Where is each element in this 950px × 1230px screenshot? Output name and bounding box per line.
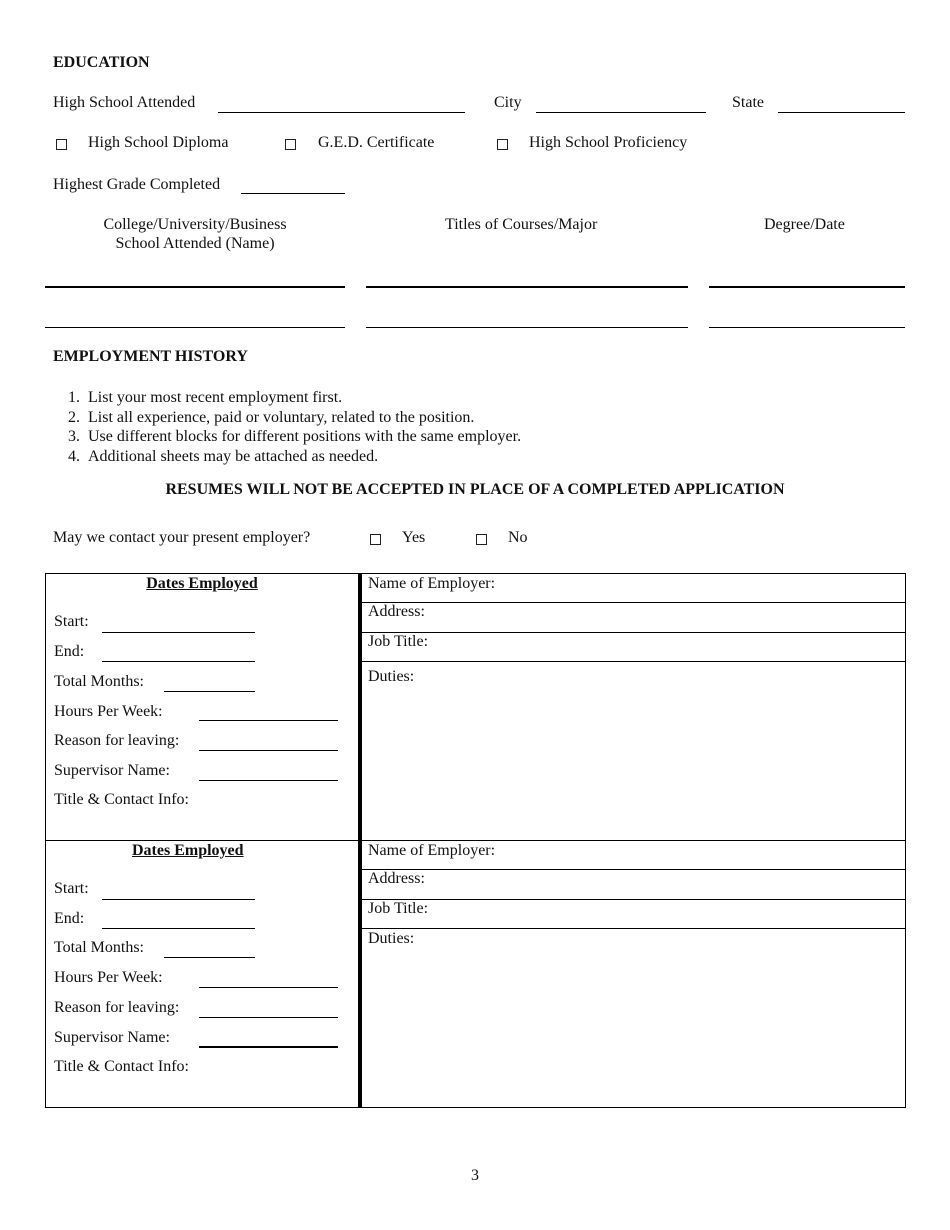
total-months-label: Total Months:	[54, 939, 144, 956]
contact-question: May we contact your present employer?	[53, 529, 311, 546]
dates-employed-title: Dates Employed	[132, 842, 244, 859]
supervisor-name-label: Supervisor Name:	[54, 762, 170, 779]
total-months-label: Total Months:	[54, 673, 144, 690]
reason-for-leaving-label: Reason for leaving:	[54, 999, 180, 1016]
degree-input-2[interactable]	[709, 327, 905, 328]
start-label: Start:	[54, 613, 89, 630]
college-header-line1: College/University/Business	[103, 216, 287, 233]
degree-input-1[interactable]	[709, 286, 905, 288]
supervisor-name-input[interactable]	[199, 1046, 338, 1048]
instruction-item: 2. List all experience, paid or voluntary, related to the position.	[68, 408, 475, 426]
title-contact-label: Title & Contact Info:	[54, 1058, 189, 1075]
employment-table	[45, 573, 906, 1108]
high-school-diploma-label: High School Diploma	[88, 134, 229, 151]
state-label: State	[732, 94, 764, 111]
supervisor-name-input[interactable]	[199, 780, 338, 781]
instructions-list	[53, 388, 521, 466]
degree-column-header: Degree/Date	[764, 216, 845, 233]
address-label: Address:	[368, 870, 425, 887]
address-row[interactable]	[362, 603, 905, 633]
highest-grade-label: Highest Grade Completed	[53, 176, 221, 193]
start-input[interactable]	[102, 899, 255, 900]
duties-label: Duties:	[368, 930, 415, 947]
employer-panel	[362, 841, 905, 1107]
end-label: End:	[54, 643, 85, 660]
high-school-diploma-checkbox[interactable]	[56, 139, 67, 150]
employer-name-label: Name of Employer:	[368, 575, 496, 592]
job-title-row[interactable]	[362, 900, 905, 929]
job-title-label: Job Title:	[368, 900, 429, 917]
start-label: Start:	[54, 880, 89, 897]
end-input[interactable]	[102, 928, 255, 929]
reason-for-leaving-label: Reason for leaving:	[54, 732, 180, 749]
start-input[interactable]	[102, 632, 255, 633]
employment-block-2	[46, 841, 905, 1107]
employment-heading: EMPLOYMENT HISTORY	[53, 348, 248, 365]
page-number: 3	[471, 1167, 479, 1184]
education-heading: EDUCATION	[53, 54, 150, 71]
address-label: Address:	[368, 603, 425, 620]
hours-per-week-input[interactable]	[199, 720, 338, 721]
instruction-item: 4. Additional sheets may be attached as needed.	[68, 447, 379, 465]
high-school-label: High School Attended	[53, 94, 196, 111]
hours-per-week-input[interactable]	[199, 987, 338, 988]
ged-certificate-label: G.E.D. Certificate	[318, 134, 435, 151]
employment-block-1	[46, 574, 905, 841]
courses-input-1[interactable]	[366, 286, 688, 288]
employer-name-row[interactable]	[362, 841, 905, 870]
high-school-input[interactable]	[218, 112, 465, 113]
job-title-row[interactable]	[362, 633, 905, 662]
contact-yes-label: Yes	[402, 529, 426, 546]
instruction-item: 1. List your most recent employment first.	[68, 389, 343, 406]
ged-certificate-checkbox[interactable]	[285, 139, 296, 150]
total-months-input[interactable]	[164, 691, 255, 692]
employer-name-label: Name of Employer:	[368, 842, 496, 859]
total-months-input[interactable]	[164, 957, 255, 958]
end-label: End:	[54, 910, 85, 927]
contact-no-label: No	[508, 529, 528, 546]
instruction-item: 3. Use different blocks for different positions with the same employer.	[68, 428, 522, 445]
college-header-line2: School Attended (Name)	[115, 235, 275, 252]
city-label: City	[494, 94, 522, 111]
courses-input-2[interactable]	[366, 327, 688, 328]
contact-no-checkbox[interactable]	[476, 534, 487, 545]
reason-for-leaving-input[interactable]	[199, 750, 338, 751]
employer-name-row[interactable]	[362, 574, 905, 603]
college-column-header	[60, 216, 330, 253]
reason-for-leaving-input[interactable]	[199, 1017, 338, 1018]
employer-panel	[362, 574, 905, 840]
dates-panel	[46, 574, 362, 840]
college-input-1[interactable]	[45, 286, 345, 288]
state-input[interactable]	[778, 112, 905, 113]
title-contact-label: Title & Contact Info:	[54, 791, 189, 808]
city-input[interactable]	[536, 112, 706, 113]
college-input-2[interactable]	[45, 327, 345, 328]
supervisor-name-label: Supervisor Name:	[54, 1029, 170, 1046]
dates-panel	[46, 841, 362, 1107]
highest-grade-input[interactable]	[241, 193, 345, 194]
courses-column-header: Titles of Courses/Major	[445, 216, 598, 233]
resume-notice: RESUMES WILL NOT BE ACCEPTED IN PLACE OF A COMPLETED APPLICATION	[165, 481, 785, 498]
end-input[interactable]	[102, 661, 255, 662]
job-title-label: Job Title:	[368, 633, 429, 650]
high-school-proficiency-label: High School Proficiency	[529, 134, 688, 151]
dates-employed-title: Dates Employed	[146, 575, 258, 592]
contact-yes-checkbox[interactable]	[370, 534, 381, 545]
address-row[interactable]	[362, 870, 905, 900]
high-school-proficiency-checkbox[interactable]	[497, 139, 508, 150]
hours-per-week-label: Hours Per Week:	[54, 969, 163, 986]
duties-label: Duties:	[368, 668, 415, 685]
hours-per-week-label: Hours Per Week:	[54, 703, 163, 720]
